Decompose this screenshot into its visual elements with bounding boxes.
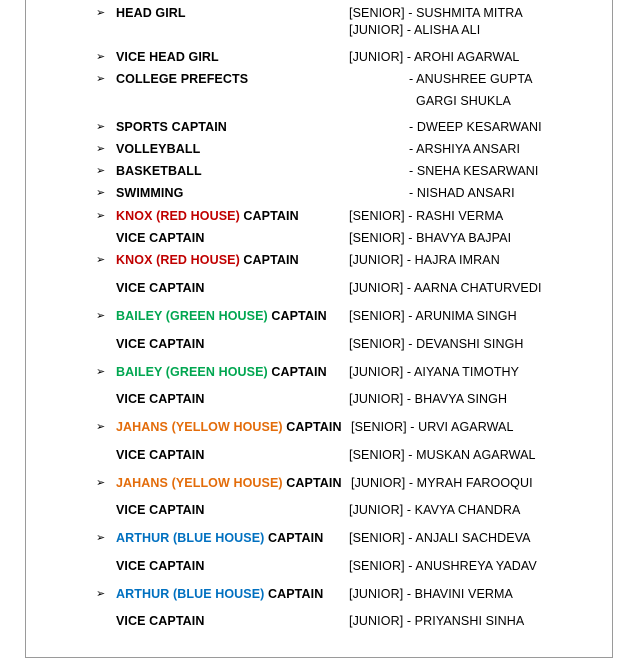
member-name: - ANUSHREE GUPTA: [409, 72, 533, 86]
role-label: [116, 585, 323, 603]
list-item-arthur-captain-junior: [0, 585, 640, 603]
list-item-volleyball: [0, 140, 640, 158]
role-label: VICE HEAD GIRL: [116, 50, 219, 64]
role-suffix: CAPTAIN: [239, 253, 299, 267]
house-name-green: BAILEY (GREEN HOUSE): [116, 365, 268, 379]
member-name: [JUNIOR] - AROHI AGARWAL: [349, 50, 520, 64]
arrow-bullet-icon: ➢: [96, 310, 106, 322]
role-suffix: CAPTAIN: [282, 420, 342, 434]
role-label: [116, 207, 299, 225]
role-label: VICE CAPTAIN: [116, 231, 205, 245]
arrow-bullet-icon: ➢: [96, 532, 106, 544]
arrow-bullet-icon: ➢: [96, 51, 106, 63]
role-suffix: CAPTAIN: [267, 365, 327, 379]
list-item-head-girl: [0, 4, 640, 22]
role-label: VOLLEYBALL: [116, 142, 201, 156]
house-name-yellow: JAHANS (YELLOW HOUSE): [116, 420, 283, 434]
arrow-bullet-icon: ➢: [96, 254, 106, 266]
member-name: [SENIOR] - ARUNIMA SINGH: [349, 309, 517, 323]
role-label: VICE CAPTAIN: [116, 559, 205, 573]
member-name: - SNEHA KESARWANI: [409, 164, 539, 178]
list-item-arthur-vice-junior: [0, 612, 640, 630]
list-item-bailey-vice-senior: [0, 335, 640, 353]
member-name: [JUNIOR] - BHAVINI VERMA: [349, 587, 513, 601]
list-item-arthur-vice-senior: [0, 557, 640, 575]
list-item-sports-captain: [0, 118, 640, 136]
member-name: GARGI SHUKLA: [416, 94, 511, 108]
role-label: [116, 474, 342, 492]
member-name: [SENIOR] - URVI AGARWAL: [351, 420, 514, 434]
role-label: COLLEGE PREFECTS: [116, 72, 249, 86]
member-name: [SENIOR] - MUSKAN AGARWAL: [349, 448, 536, 462]
role-label: VICE CAPTAIN: [116, 448, 205, 462]
role-suffix: CAPTAIN: [264, 587, 324, 601]
role-label: SPORTS CAPTAIN: [116, 120, 227, 134]
role-label: BASKETBALL: [116, 164, 202, 178]
role-label: VICE CAPTAIN: [116, 392, 205, 406]
member-name: [JUNIOR] - HAJRA IMRAN: [349, 253, 500, 267]
list-item-bailey-captain-senior: [0, 307, 640, 325]
member-name: [SENIOR] - BHAVYA BAJPAI: [349, 231, 512, 245]
role-label: HEAD GIRL: [116, 6, 186, 20]
role-label: [116, 529, 323, 547]
list-item-jahans-captain-senior: [0, 418, 640, 436]
arrow-bullet-icon: ➢: [96, 143, 106, 155]
list-item-vice-head-girl: [0, 48, 640, 66]
list-item-knox-captain-senior: [0, 207, 640, 225]
role-label: VICE CAPTAIN: [116, 503, 205, 517]
arrow-bullet-icon: ➢: [96, 187, 106, 199]
member-name: [JUNIOR] - BHAVYA SINGH: [349, 392, 508, 406]
list-item-bailey-captain-junior: [0, 363, 640, 381]
role-suffix: CAPTAIN: [282, 476, 342, 490]
member-name: [JUNIOR] - AARNA CHATURVEDI: [349, 281, 542, 295]
member-name: [JUNIOR] - ALISHA ALI: [349, 23, 481, 37]
member-name: - DWEEP KESARWANI: [409, 120, 542, 134]
list-item-college-prefects: [0, 70, 640, 88]
list-item-jahans-captain-junior: [0, 474, 640, 492]
role-label: [116, 418, 342, 436]
list-item-swimming: [0, 184, 640, 202]
arrow-bullet-icon: ➢: [96, 73, 106, 85]
role-label: [116, 363, 327, 381]
role-label: VICE CAPTAIN: [116, 337, 205, 351]
arrow-bullet-icon: ➢: [96, 165, 106, 177]
role-label: [116, 307, 327, 325]
role-label: VICE CAPTAIN: [116, 281, 205, 295]
house-name-blue: ARTHUR (BLUE HOUSE): [116, 531, 265, 545]
role-suffix: CAPTAIN: [264, 531, 324, 545]
role-label: [116, 251, 299, 269]
member-name: [SENIOR] - ANUSHREYA YADAV: [349, 559, 537, 573]
house-name-green: BAILEY (GREEN HOUSE): [116, 309, 268, 323]
arrow-bullet-icon: ➢: [96, 588, 106, 600]
member-name: [JUNIOR] - AIYANA TIMOTHY: [349, 365, 520, 379]
list-item-jahans-vice-junior: [0, 501, 640, 519]
member-name: - ARSHIYA ANSARI: [409, 142, 521, 156]
list-item-knox-captain-junior: [0, 251, 640, 269]
member-name: [SENIOR] - ANJALI SACHDEVA: [349, 531, 531, 545]
list-item-jahans-vice-senior: [0, 446, 640, 464]
arrow-bullet-icon: ➢: [96, 121, 106, 133]
member-name: [SENIOR] - RASHI VERMA: [349, 209, 504, 223]
list-item-basketball: [0, 162, 640, 180]
list-item-knox-vice-junior: [0, 279, 640, 297]
list-item-knox-vice-senior: [0, 229, 640, 247]
member-name: [JUNIOR] - MYRAH FAROOQUI: [351, 476, 533, 490]
house-name-yellow: JAHANS (YELLOW HOUSE): [116, 476, 283, 490]
list-item-arthur-captain-senior: [0, 529, 640, 547]
arrow-bullet-icon: ➢: [96, 366, 106, 378]
list-item-head-girl-junior: [0, 21, 640, 39]
list-item-bailey-vice-junior: [0, 390, 640, 408]
member-name: [SENIOR] - SUSHMITA MITRA: [349, 6, 523, 20]
role-suffix: CAPTAIN: [239, 209, 299, 223]
role-label: SWIMMING: [116, 186, 184, 200]
member-name: [JUNIOR] - PRIYANSHI SINHA: [349, 614, 525, 628]
member-name: [JUNIOR] - KAVYA CHANDRA: [349, 503, 521, 517]
house-name-red: KNOX (RED HOUSE): [116, 209, 240, 223]
house-name-blue: ARTHUR (BLUE HOUSE): [116, 587, 265, 601]
house-name-red: KNOX (RED HOUSE): [116, 253, 240, 267]
role-suffix: CAPTAIN: [267, 309, 327, 323]
role-label: VICE CAPTAIN: [116, 614, 205, 628]
arrow-bullet-icon: ➢: [96, 477, 106, 489]
list-item-college-prefects-2: [0, 92, 640, 110]
member-name: - NISHAD ANSARI: [409, 186, 515, 200]
arrow-bullet-icon: ➢: [96, 7, 106, 19]
arrow-bullet-icon: ➢: [96, 210, 106, 222]
member-name: [SENIOR] - DEVANSHI SINGH: [349, 337, 524, 351]
arrow-bullet-icon: ➢: [96, 421, 106, 433]
